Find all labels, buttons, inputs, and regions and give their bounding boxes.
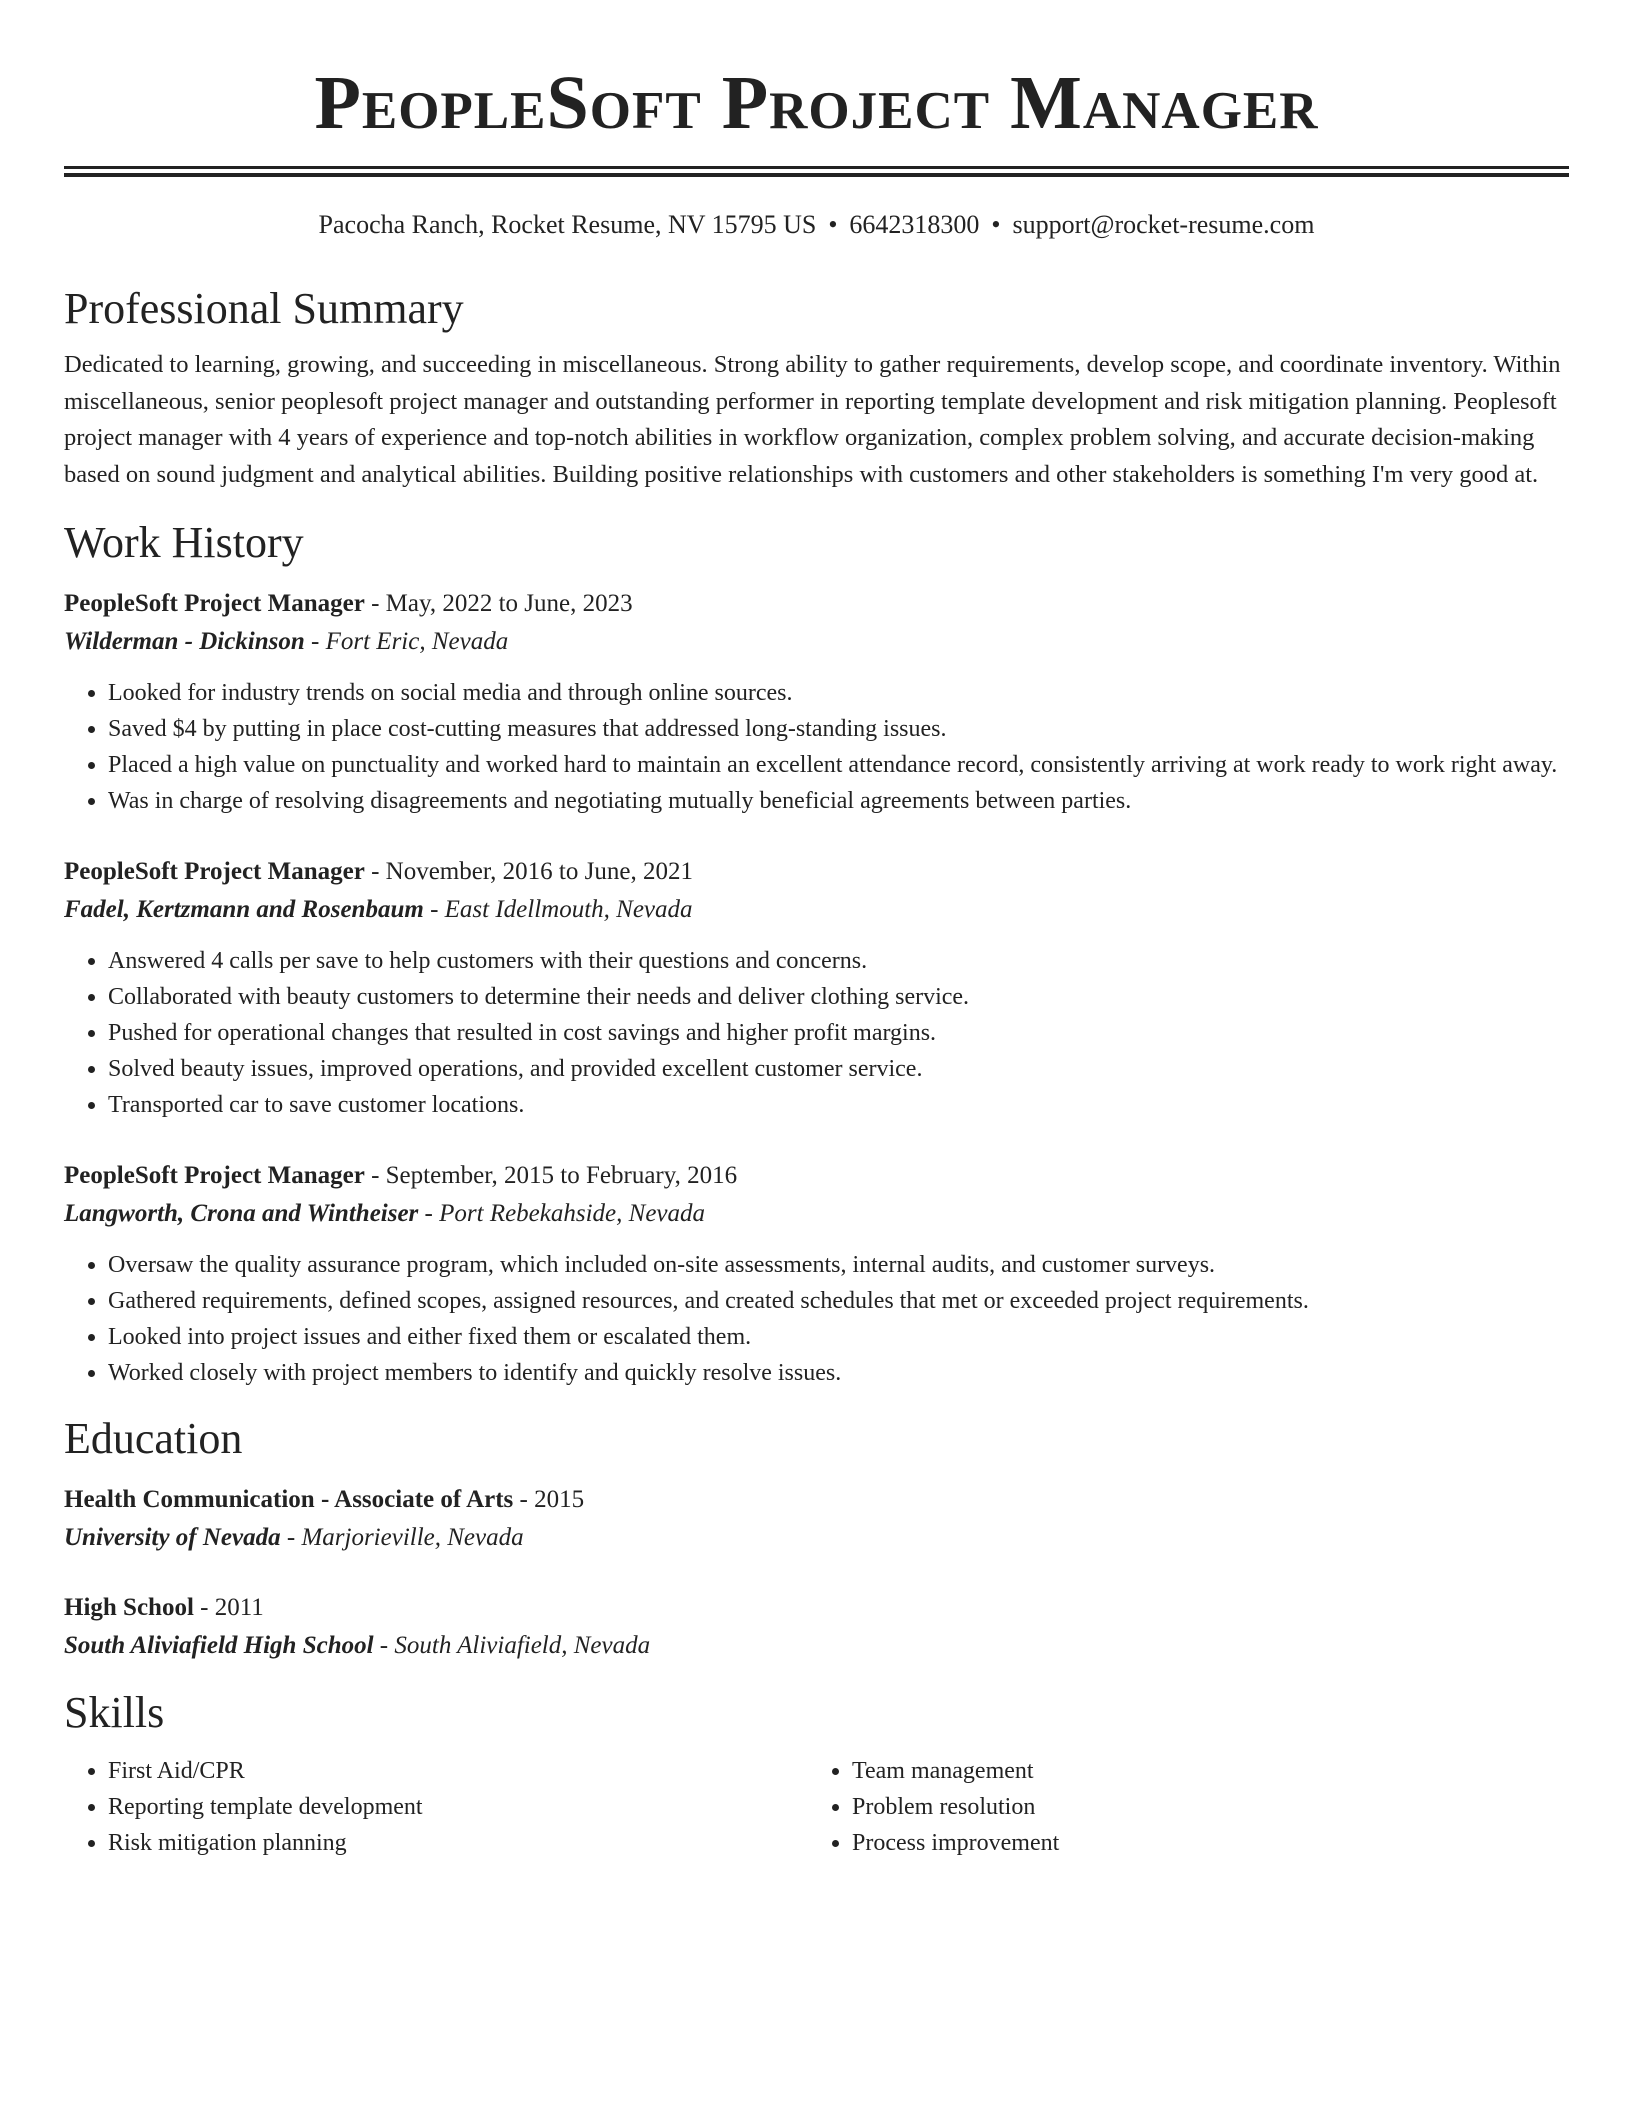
resume-page — [64, 0, 1569, 1861]
job-bullet: • Worked closely with project members to identify and quickly resolve issues. — [108, 1355, 1569, 1391]
contact-email: support@rocket-resume.com — [1012, 210, 1315, 239]
job-location: - Port Rebekahside, Nevada — [418, 1200, 706, 1227]
skills-column-right — [808, 1753, 1552, 1861]
contact-separator: • — [828, 210, 838, 239]
skills-heading: Skills — [64, 1688, 165, 1737]
job-company: Fadel, Kertzmann and Rosenbaum — [64, 896, 424, 923]
job-role: PeopleSoft Project Manager — [64, 858, 365, 885]
education-school: South Aliviafield High School — [64, 1632, 374, 1659]
job-company: Langworth, Crona and Wintheiser — [64, 1200, 419, 1227]
skill-item: • Reporting template development — [108, 1789, 808, 1825]
job-bullet: • Was in charge of resolving disagreements and negotiating mutually beneficial agreements between parties. — [108, 783, 1569, 819]
work-history-heading: Work History — [64, 518, 304, 567]
job-bullet: • Saved $4 by putting in place cost-cutting measures that addressed long-standing issues. — [108, 711, 1569, 747]
job-bullet: • Collaborated with beauty customers to determine their needs and deliver clothing service. — [108, 979, 1569, 1015]
summary-heading: Professional Summary — [64, 284, 464, 333]
job-bullet: • Solved beauty issues, improved operations, and provided excellent customer service. — [108, 1051, 1569, 1087]
job-bullet: • Gathered requirements, defined scopes, assigned resources, and created schedules that met or exceeded project requirements. — [108, 1283, 1569, 1319]
job-bullet: • Looked for industry trends on social media and through online sources. — [108, 675, 1569, 711]
education-location: - South Aliviafield, Nevada — [373, 1632, 651, 1659]
job-company: Wilderman - Dickinson — [64, 628, 305, 655]
education-school: University of Nevada — [64, 1524, 281, 1551]
education-year: - 2015 — [513, 1486, 585, 1513]
education-heading: Education — [64, 1414, 243, 1463]
skills-column-left — [64, 1753, 808, 1861]
job-bullet: • Placed a high value on punctuality and worked hard to maintain an excellent attendance record, consistently arriving at work ready to work right away. — [108, 747, 1569, 783]
education-degree: High School — [64, 1594, 194, 1621]
job-role: PeopleSoft Project Manager — [64, 590, 365, 617]
summary-text: Dedicated to learning, growing, and succeeding in miscellaneous. Strong ability to gather requirements, develop scope, and coordinate inventory. Within miscellaneous, senior peoplesoft project manager and outstanding performer in reporting template development and risk mitigation planning. Peoplesoft project manager with 4 years of experience and top-notch abilities in workflow organization, complex problem solving, and accurate decision-making based on sound judgment and analytical abilities. Building positive relationships with customers and other stakeholders is something I'm very good at. — [64, 351, 1561, 488]
education-entry — [64, 1589, 1569, 1665]
candidate-name: PeopleSoft Project Manager — [314, 61, 1319, 145]
skill-item: • Team management — [852, 1753, 1552, 1789]
job-entry — [64, 585, 1569, 819]
job-bullets — [64, 943, 1569, 1123]
contact-line — [64, 209, 1569, 241]
skill-item: • Process improvement — [852, 1825, 1552, 1861]
skills-list — [64, 1753, 1569, 1861]
contact-separator: • — [991, 210, 1001, 239]
job-bullet: • Oversaw the quality assurance program, which included on-site assessments, internal audits, and customer surveys. — [108, 1247, 1569, 1283]
education-entry — [64, 1481, 1569, 1557]
skill-item: • Problem resolution — [852, 1789, 1552, 1825]
job-location: - East Idellmouth, Nevada — [423, 896, 693, 923]
job-dates: - November, 2016 to June, 2021 — [364, 858, 693, 885]
job-bullet: • Transported car to save customer locations. — [108, 1087, 1569, 1123]
contact-address: Pacocha Ranch, Rocket Resume, NV 15795 US — [318, 210, 817, 239]
job-entry — [64, 853, 1569, 1123]
job-role: PeopleSoft Project Manager — [64, 1162, 365, 1189]
education-year: - 2011 — [193, 1594, 264, 1621]
skill-item: • Risk mitigation planning — [108, 1825, 808, 1861]
contact-phone: 6642318300 — [849, 210, 980, 239]
job-entry — [64, 1157, 1569, 1391]
job-location: - Fort Eric, Nevada — [304, 628, 509, 655]
job-dates: - May, 2022 to June, 2023 — [364, 590, 633, 617]
job-bullet: • Answered 4 calls per save to help customers with their questions and concerns. — [108, 943, 1569, 979]
job-dates: - September, 2015 to February, 2016 — [364, 1162, 738, 1189]
job-bullets — [64, 675, 1569, 819]
skill-item: • First Aid/CPR — [108, 1753, 808, 1789]
job-bullet: • Pushed for operational changes that resulted in cost savings and higher profit margins. — [108, 1015, 1569, 1051]
job-bullet: • Looked into project issues and either fixed them or escalated them. — [108, 1319, 1569, 1355]
education-location: - Marjorieville, Nevada — [280, 1524, 524, 1551]
job-bullets — [64, 1247, 1569, 1391]
education-degree: Health Communication - Associate of Arts — [64, 1486, 514, 1513]
header-divider — [64, 166, 1569, 177]
